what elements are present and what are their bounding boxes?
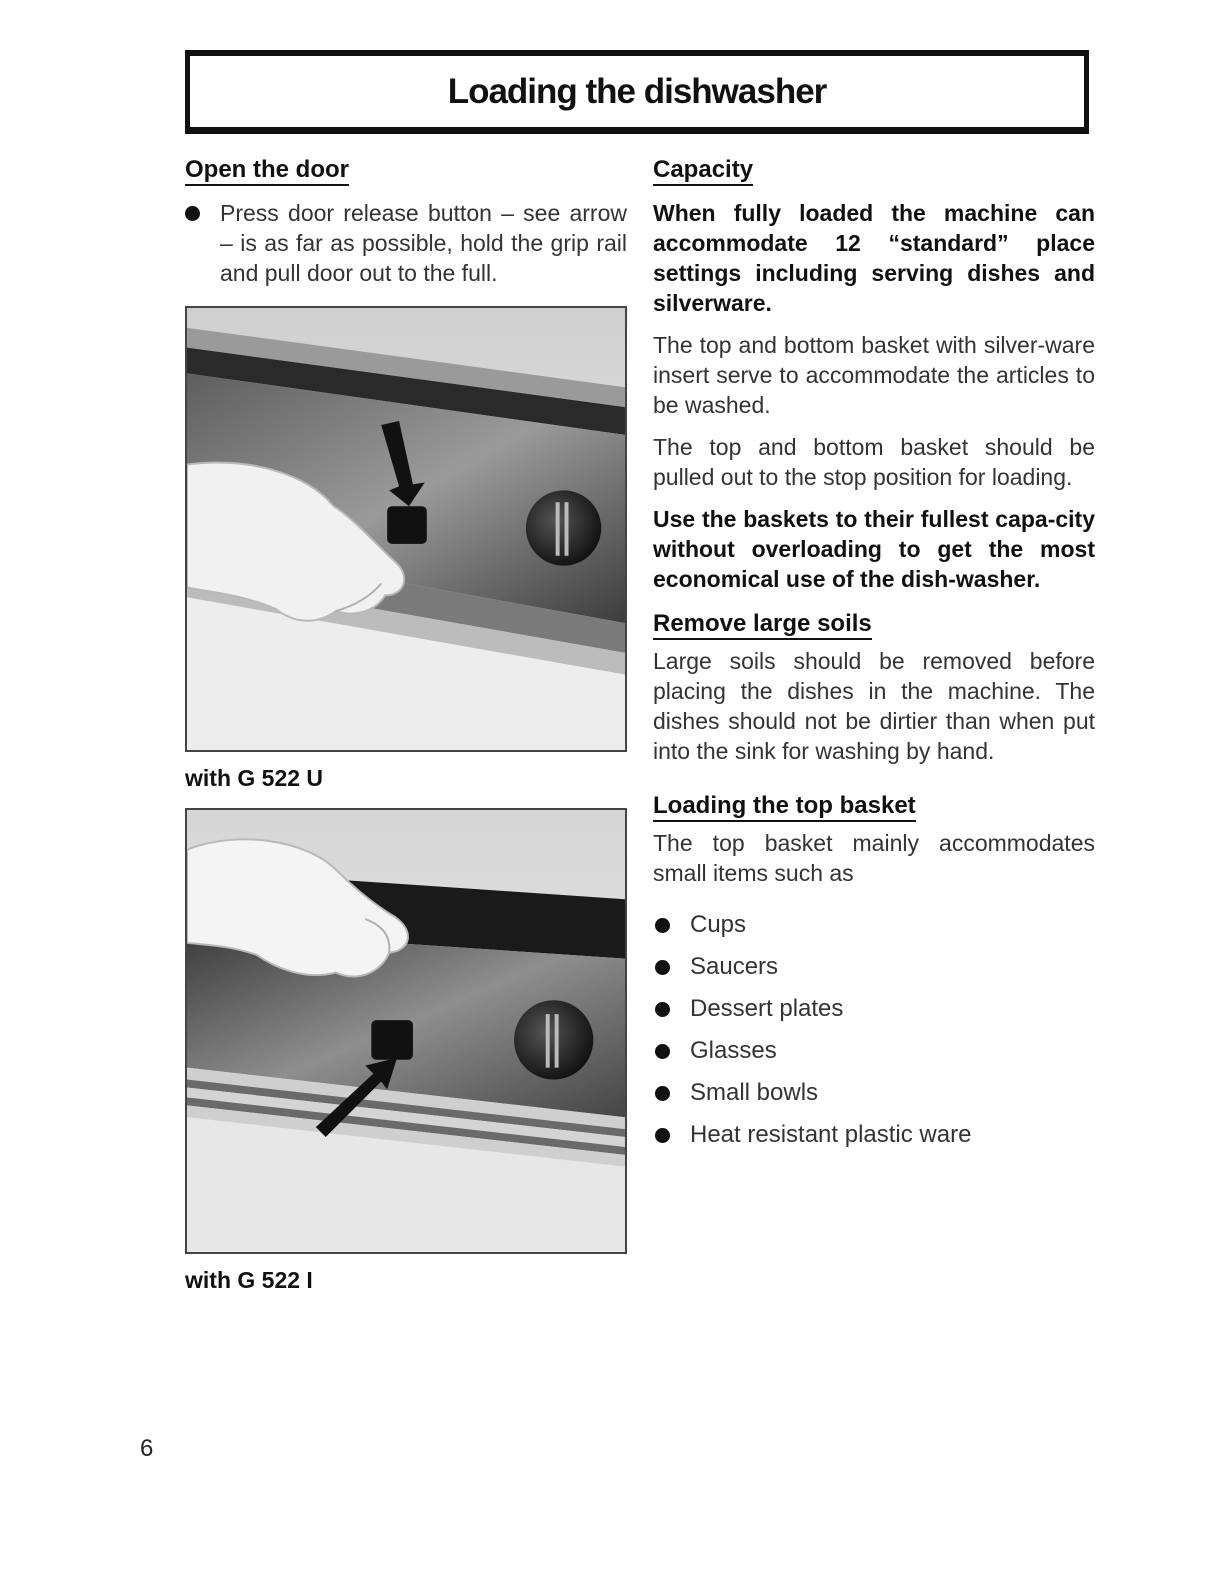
open-door-bullet	[185, 198, 627, 288]
left-column	[185, 156, 627, 1294]
bullet-icon	[655, 918, 670, 933]
page-number: 6	[140, 1435, 154, 1462]
capacity-para-2: The top and bottom basket should be pulled out to the stop position for loading.	[653, 434, 1095, 490]
door-release-photo-u	[185, 306, 627, 752]
list-item: Small bowls	[653, 1072, 1095, 1114]
capacity-heading: Capacity	[653, 156, 753, 186]
list-item: Heat resistant plastic ware	[653, 1114, 1095, 1156]
page-title: Loading the dishwasher	[447, 71, 827, 111]
capacity-bold-text-2: Use the baskets to their fullest capa-city without overloading to get the most economical use of the dish-washer.	[653, 506, 1095, 592]
list-item: Saucers	[653, 946, 1095, 988]
bullet-icon	[655, 1128, 670, 1143]
right-column	[653, 156, 1095, 1156]
top-basket-items	[653, 904, 1095, 1156]
capacity-bold-text: When fully loaded the machine can accommodate 12 “standard” place settings including serving dishes and silverware.	[653, 200, 1095, 316]
bullet-icon	[655, 1044, 670, 1059]
photo-caption-i: with G 522 I	[185, 1267, 313, 1293]
list-item: Glasses	[653, 1030, 1095, 1072]
bullet-icon	[185, 206, 200, 221]
bullet-icon	[655, 1086, 670, 1101]
door-release-photo-i	[185, 808, 627, 1254]
bullet-icon	[655, 1002, 670, 1017]
photo-caption-u: with G 522 U	[185, 765, 324, 791]
list-item: Cups	[653, 904, 1095, 946]
remove-soils-heading: Remove large soils	[653, 610, 872, 640]
top-basket-intro: The top basket mainly accommodates small items such as	[653, 830, 1095, 886]
list-item: Dessert plates	[653, 988, 1095, 1030]
open-door-heading: Open the door	[185, 156, 349, 186]
remove-soils-text: Large soils should be removed before placing the dishes in the machine. The dishes should not be dirtier than when put into the sink for washing by hand.	[653, 648, 1095, 764]
open-door-text: Press door release button – see arrow – is as far as possible, hold the grip rail and pull door out to the full.	[220, 200, 627, 286]
title-box	[185, 50, 1089, 134]
capacity-para-1: The top and bottom basket with silver-ware insert serve to accommodate the articles to be washed.	[653, 332, 1095, 418]
top-basket-heading: Loading the top basket	[653, 792, 916, 822]
bullet-icon	[655, 960, 670, 975]
